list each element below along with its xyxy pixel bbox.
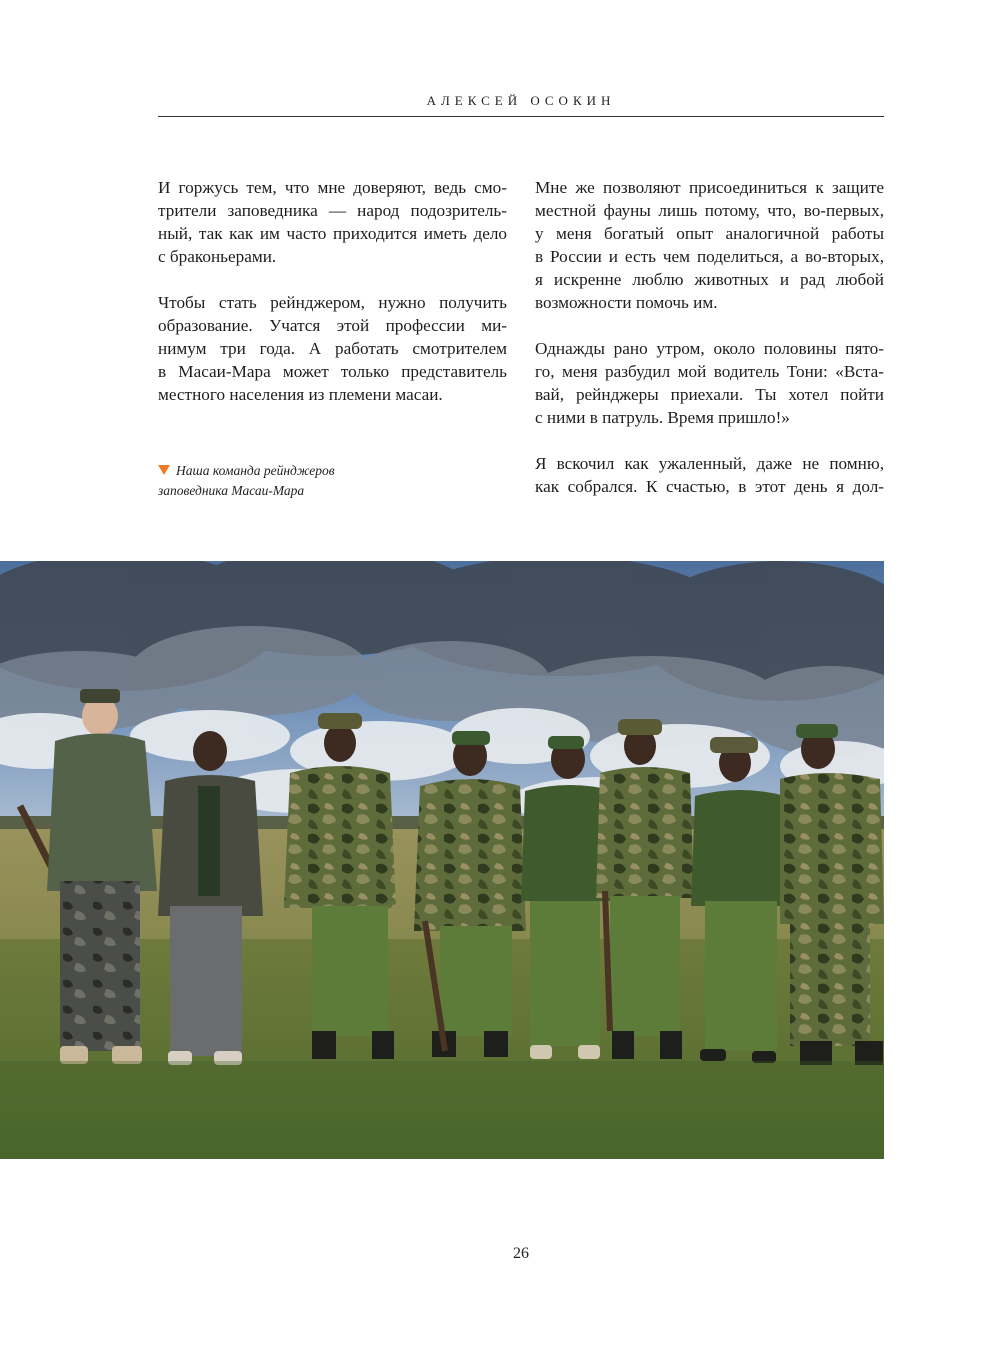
triangle-marker-icon	[158, 465, 170, 475]
text-line: нимум три года. А работать смотрителем	[158, 339, 507, 358]
text-line: Чтобы стать рейнджером, нужно получить	[158, 293, 507, 312]
header-rule	[158, 116, 884, 117]
text-line: у меня богатый опыт аналогичной работы	[535, 224, 884, 243]
text-line: го, меня разбудил мой водитель Тони: «Вста-	[535, 362, 884, 381]
paragraph	[535, 337, 884, 429]
text-line: ный, так как им часто приходится иметь дело	[158, 224, 507, 243]
caption-line: Наша команда рейнджеров	[176, 463, 335, 478]
text-line: Однажды рано утром, около половины пято-	[535, 339, 884, 358]
text-line: местной фауны лишь потому, что, во-первых,	[535, 201, 884, 220]
text-line: в Масаи-Мара может только представитель	[158, 362, 507, 381]
paragraph	[158, 176, 507, 268]
text-line: И горжусь тем, что мне доверяют, ведь смо-	[158, 178, 507, 197]
paragraph	[535, 176, 884, 314]
text-line: с браконьерами.	[158, 247, 277, 266]
text-line: трители заповедника — народ подозритель-	[158, 201, 507, 220]
text-line: как собрался. К счастью, в этот день я дол-	[535, 477, 884, 496]
paragraph	[158, 291, 507, 406]
text-line: местного населения из племени масаи.	[158, 385, 443, 404]
text-line: я искренне люблю животных и рад любой	[535, 270, 884, 289]
text-line: с ними в патруль. Время пришло!»	[535, 408, 790, 427]
right-column	[535, 176, 884, 521]
left-column	[158, 176, 507, 429]
running-head: АЛЕКСЕЙ ОСОКИН	[426, 93, 616, 108]
text-line: в России и есть чем поделиться, а во-вторых,	[535, 247, 884, 266]
text-line: Я вскочил как ужаленный, даже не помню,	[535, 454, 884, 473]
paragraph	[535, 452, 884, 498]
page-number: 26	[513, 1245, 529, 1262]
caption-line: заповедника Масаи-Мара	[158, 483, 305, 498]
text-line: образование. Учатся этой профессии ми-	[158, 316, 507, 335]
text-line: возможности помочь им.	[535, 293, 718, 312]
text-line: вай, рейнджеры приехали. Ты хотел пойти	[535, 385, 884, 404]
rangers-team-photo	[0, 561, 884, 1159]
text-line: Мне же позволяют присоединиться к защите	[535, 178, 884, 197]
photo-caption	[158, 461, 335, 501]
